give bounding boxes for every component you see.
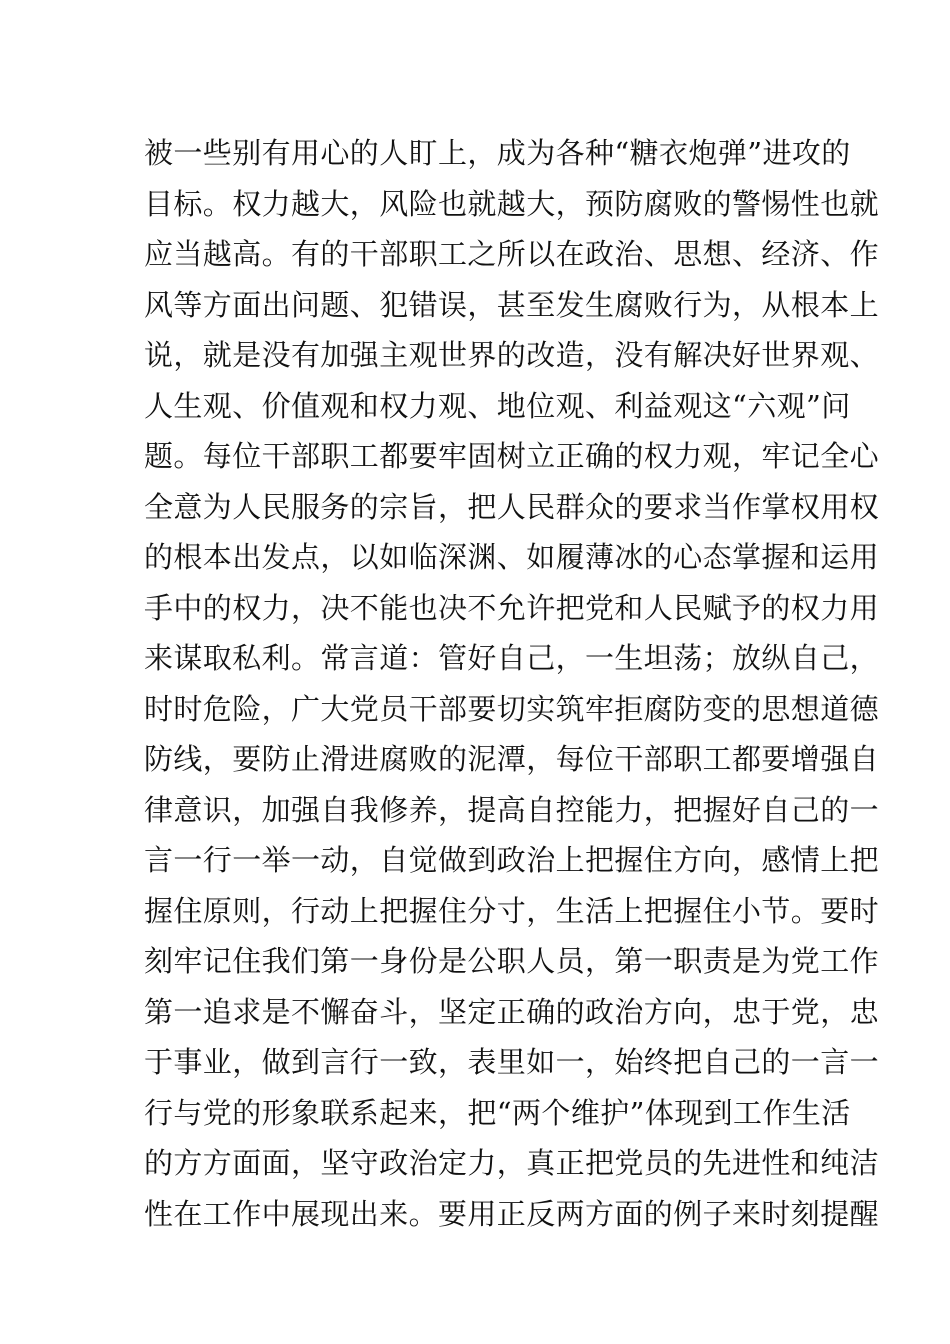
text-line: 题。每位干部职工都要牢固树立正确的权力观，牢记全心 xyxy=(144,439,880,473)
text-line: 手中的权力，决不能也决不允许把党和人民赋予的权力用 xyxy=(144,590,880,625)
text-line: 刻牢记住我们第一身份是公职人员，第一职责是为党工作 xyxy=(144,944,880,978)
text-line: 的根本出发点，以如临深渊、如履薄冰的心态掌握和运用 xyxy=(144,540,880,574)
text-line: 律意识，加强自我修养，提高自控能力，把握好自己的一 xyxy=(144,792,880,827)
text-line: 时时危险，广大党员干部要切实筑牢拒腐防变的思想道德 xyxy=(144,691,880,726)
body-text xyxy=(144,132,880,1243)
text-line: 说，就是没有加强主观世界的改造，没有解决好世界观、 xyxy=(144,338,880,372)
text-line: 于事业，做到言行一致，表里如一，始终把自己的一言一 xyxy=(144,1045,880,1079)
text-line: 来谋取私利。常言道：管好自己，一生坦荡；放纵自己， xyxy=(144,641,880,675)
text-line: 行与党的形象联系起来，把“两个维护”体现到工作生活 xyxy=(144,1095,851,1130)
text-line: 目标。权力越大，风险也就越大，预防腐败的警惕性也就 xyxy=(144,186,880,221)
text-line: 握住原则，行动上把握住分寸，生活上把握住小节。要时 xyxy=(144,893,880,928)
text-line: 第一追求是不懈奋斗，坚定正确的政治方向，忠于党，忠 xyxy=(144,994,880,1029)
text-line: 防线，要防止滑进腐败的泥潭，每位干部职工都要增强自 xyxy=(144,742,880,776)
text-line: 人生观、价值观和权力观、地位观、利益观这“六观”问 xyxy=(144,388,851,423)
text-line: 性在工作中展现出来。要用正反两方面的例子来时刻提醒 xyxy=(144,1196,880,1231)
text-line: 全意为人民服务的宗旨，把人民群众的要求当作掌权用权 xyxy=(144,489,880,524)
text-line: 风等方面出问题、犯错误，甚至发生腐败行为，从根本上 xyxy=(144,287,880,322)
text-line: 言一行一举一动，自觉做到政治上把握住方向，感情上把 xyxy=(144,843,880,877)
text-line: 应当越高。有的干部职工之所以在政治、思想、经济、作 xyxy=(144,237,880,271)
text-line: 的方方面面，坚守政治定力，真正把党员的先进性和纯洁 xyxy=(144,1146,880,1180)
text-line: 被一些别有用心的人盯上，成为各种“糖衣炮弹”进攻的 xyxy=(144,136,851,170)
